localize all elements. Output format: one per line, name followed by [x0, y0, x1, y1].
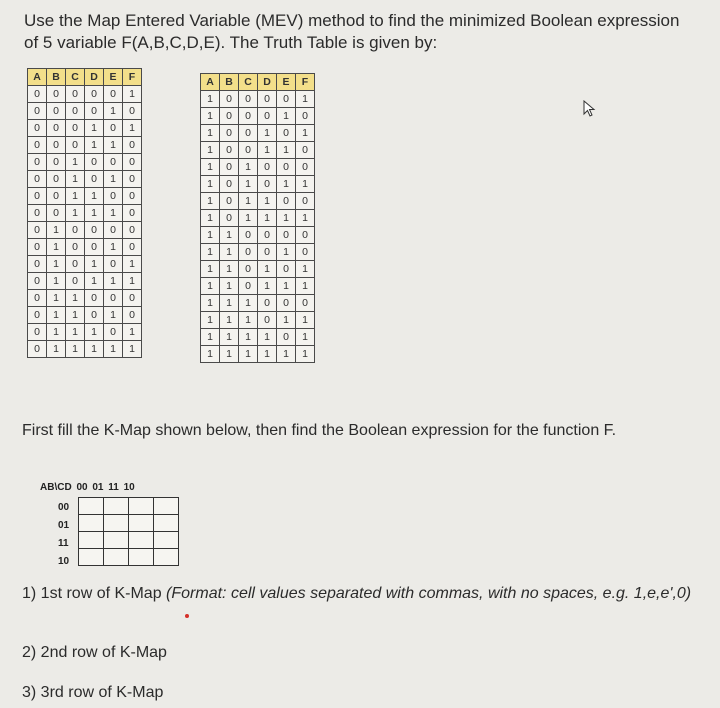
truth-table-cell: 0 — [258, 91, 277, 108]
truth-table-cell: 0 — [296, 295, 315, 312]
truth-table-cell: 0 — [66, 103, 85, 120]
truth-table-cell: 1 — [201, 244, 220, 261]
truth-table-cell: 1 — [239, 346, 258, 363]
truth-table-row — [201, 159, 315, 176]
truth-table-cell: 1 — [220, 329, 239, 346]
truth-table-cell: 0 — [85, 307, 104, 324]
truth-table-cell: 0 — [85, 222, 104, 239]
truth-table-cell: 0 — [104, 290, 123, 307]
truth-table-row — [201, 125, 315, 142]
truth-table-cell: 0 — [28, 239, 47, 256]
truth-table-cell: 1 — [104, 103, 123, 120]
truth-table-cell: 1 — [66, 188, 85, 205]
truth-table-cell: 0 — [47, 103, 66, 120]
truth-table-cell: 1 — [104, 137, 123, 154]
truth-table-header-cell: D — [258, 74, 277, 91]
truth-table-cell: 0 — [28, 324, 47, 341]
truth-table-cell: 0 — [66, 222, 85, 239]
truth-table-cell: 1 — [220, 346, 239, 363]
truth-table-cell: 0 — [104, 86, 123, 103]
truth-table-cell: 0 — [277, 329, 296, 346]
kmap-row — [79, 515, 179, 532]
truth-table-cell: 1 — [201, 227, 220, 244]
truth-table-cell: 0 — [258, 227, 277, 244]
truth-table-cell: 1 — [220, 244, 239, 261]
truth-table-cell: 1 — [47, 256, 66, 273]
truth-table-cell: 1 — [220, 312, 239, 329]
truth-table-cell: 1 — [201, 159, 220, 176]
truth-table-row — [201, 227, 315, 244]
truth-table-row — [28, 86, 142, 103]
question-3: 3) 3rd row of K-Map — [22, 684, 164, 701]
truth-table-cell: 1 — [47, 222, 66, 239]
truth-table-cell: 0 — [47, 120, 66, 137]
truth-table-cell: 1 — [85, 341, 104, 358]
truth-table-header-cell: E — [104, 69, 123, 86]
truth-table-cell: 1 — [258, 125, 277, 142]
truth-table-row — [201, 329, 315, 346]
truth-table-cell: 0 — [47, 137, 66, 154]
kmap-col-label: 01 — [92, 482, 104, 493]
truth-table-cell: 0 — [28, 188, 47, 205]
kmap-row-label: 01 — [58, 520, 70, 531]
truth-table-cell: 0 — [85, 171, 104, 188]
truth-table-cell: 0 — [220, 125, 239, 142]
truth-table-row — [28, 341, 142, 358]
truth-table-cell: 1 — [296, 329, 315, 346]
truth-table-cell: 0 — [104, 256, 123, 273]
kmap-cell — [104, 549, 129, 566]
truth-table-row — [201, 244, 315, 261]
truth-table-row — [28, 205, 142, 222]
truth-table-cell: 0 — [28, 205, 47, 222]
truth-table-row — [28, 273, 142, 290]
kmap-cell — [154, 515, 179, 532]
truth-table-cell: 1 — [201, 125, 220, 142]
truth-table-cell: 1 — [47, 307, 66, 324]
question-1 — [22, 584, 702, 604]
truth-table-row — [28, 120, 142, 137]
instruction-text: First fill the K-Map shown below, then find the Boolean expression for the function F. — [22, 422, 617, 439]
truth-table-cell: 0 — [28, 154, 47, 171]
truth-table-cell: 0 — [239, 227, 258, 244]
truth-table-cell: 0 — [239, 125, 258, 142]
truth-table-cell: 1 — [201, 312, 220, 329]
truth-table-cell: 0 — [277, 91, 296, 108]
truth-table-cell: 0 — [28, 137, 47, 154]
truth-table-header-cell: F — [123, 69, 142, 86]
truth-table-cell: 1 — [258, 329, 277, 346]
truth-table-cell: 1 — [296, 210, 315, 227]
truth-table-cell: 0 — [220, 210, 239, 227]
truth-table-cell: 0 — [220, 176, 239, 193]
truth-table-cell: 0 — [123, 239, 142, 256]
truth-table-cell: 1 — [220, 278, 239, 295]
kmap-cell — [79, 532, 104, 549]
truth-table-cell: 0 — [258, 244, 277, 261]
truth-table-header-row — [28, 69, 142, 86]
truth-table-cell: 0 — [239, 261, 258, 278]
truth-table-cell: 1 — [220, 261, 239, 278]
truth-table-cell: 0 — [277, 227, 296, 244]
truth-table-cell: 1 — [277, 176, 296, 193]
kmap-row — [79, 532, 179, 549]
truth-table-cell: 1 — [201, 193, 220, 210]
kmap-cell — [104, 532, 129, 549]
truth-table-cell: 0 — [28, 273, 47, 290]
truth-table-cell: 0 — [28, 86, 47, 103]
truth-table-cell: 0 — [66, 273, 85, 290]
truth-table-cell: 0 — [123, 222, 142, 239]
truth-table-row — [28, 188, 142, 205]
kmap-row — [79, 549, 179, 566]
truth-table-header-cell: A — [201, 74, 220, 91]
truth-table-cell: 0 — [104, 222, 123, 239]
truth-table-cell: 0 — [47, 188, 66, 205]
truth-table-cell: 1 — [85, 137, 104, 154]
truth-table-cell: 0 — [220, 159, 239, 176]
kmap-header — [40, 482, 135, 493]
truth-table-cell: 0 — [277, 261, 296, 278]
truth-table-cell: 1 — [201, 142, 220, 159]
truth-table-cell: 1 — [66, 341, 85, 358]
truth-table-cell: 0 — [85, 154, 104, 171]
truth-table-cell: 0 — [66, 137, 85, 154]
truth-table-row — [201, 346, 315, 363]
kmap-row-label: 11 — [58, 538, 69, 549]
truth-table-cell: 1 — [66, 205, 85, 222]
truth-table-row — [201, 278, 315, 295]
truth-table-cell: 0 — [47, 171, 66, 188]
truth-table-cell: 1 — [277, 346, 296, 363]
truth-table-cell: 1 — [277, 108, 296, 125]
truth-table-row — [28, 239, 142, 256]
truth-table-cell: 1 — [47, 239, 66, 256]
kmap-row-label: 00 — [58, 502, 70, 513]
truth-table-row — [201, 176, 315, 193]
truth-table-cell: 1 — [201, 329, 220, 346]
question-1-label: 1) 1st row of K-Map — [22, 585, 167, 602]
truth-table-cell: 0 — [104, 324, 123, 341]
question-1-format-hint: (Format: cell values separated with commas, with no spaces, e.g. 1,e,e',0) — [166, 585, 692, 602]
truth-table-cell: 0 — [85, 290, 104, 307]
truth-table-cell: 1 — [104, 239, 123, 256]
kmap-corner-label: AB\CD — [40, 482, 72, 493]
truth-table-row — [28, 256, 142, 273]
truth-table-cell: 0 — [28, 120, 47, 137]
truth-table-row — [28, 154, 142, 171]
kmap-cell — [104, 515, 129, 532]
truth-table-cell: 0 — [104, 188, 123, 205]
truth-table-cell: 0 — [123, 137, 142, 154]
truth-table-row — [28, 307, 142, 324]
truth-table-cell: 1 — [123, 120, 142, 137]
truth-table-cell: 1 — [47, 341, 66, 358]
truth-table-cell: 0 — [277, 125, 296, 142]
kmap-row-labels — [58, 499, 69, 571]
truth-table-cell: 1 — [258, 278, 277, 295]
kmap-col-label: 10 — [123, 482, 135, 493]
truth-table-cell: 0 — [277, 193, 296, 210]
truth-table-cell: 1 — [104, 307, 123, 324]
truth-table-cell: 1 — [277, 278, 296, 295]
truth-table-cell: 1 — [258, 261, 277, 278]
truth-table-cell: 1 — [239, 193, 258, 210]
truth-table-cell: 0 — [66, 86, 85, 103]
truth-table-cell: 1 — [239, 210, 258, 227]
truth-table-row — [201, 91, 315, 108]
truth-table-cell: 1 — [277, 210, 296, 227]
truth-table-cell: 1 — [123, 324, 142, 341]
truth-table-cell: 0 — [277, 159, 296, 176]
truth-table-cell: 0 — [47, 205, 66, 222]
question-2: 2) 2nd row of K-Map — [22, 644, 167, 661]
truth-table-cell: 1 — [66, 307, 85, 324]
kmap-cell — [129, 515, 154, 532]
truth-table-cell: 0 — [239, 244, 258, 261]
kmap-grid — [78, 497, 179, 566]
truth-table-cell: 1 — [85, 324, 104, 341]
truth-table-cell: 1 — [277, 142, 296, 159]
truth-table-row — [28, 171, 142, 188]
truth-table-cell: 1 — [47, 290, 66, 307]
truth-table-cell: 1 — [239, 329, 258, 346]
truth-table-row — [28, 324, 142, 341]
truth-table-row — [201, 295, 315, 312]
truth-table-cell: 1 — [104, 171, 123, 188]
truth-table-cell: 1 — [296, 176, 315, 193]
truth-table-cell: 0 — [239, 278, 258, 295]
truth-table-cell: 1 — [47, 324, 66, 341]
truth-table-cell: 1 — [258, 193, 277, 210]
truth-table-cell: 1 — [85, 273, 104, 290]
mouse-cursor-icon — [583, 100, 597, 118]
truth-table-cell: 0 — [123, 103, 142, 120]
truth-table-cell: 1 — [201, 278, 220, 295]
truth-table-row — [28, 290, 142, 307]
truth-table-cell: 1 — [296, 261, 315, 278]
truth-table-cell: 1 — [66, 171, 85, 188]
truth-table-left — [27, 68, 142, 358]
truth-table-cell: 1 — [201, 176, 220, 193]
truth-table-cell: 1 — [296, 125, 315, 142]
truth-table-cell: 1 — [220, 227, 239, 244]
truth-table-cell: 1 — [277, 244, 296, 261]
truth-table-cell: 0 — [277, 295, 296, 312]
truth-table-cell: 1 — [258, 346, 277, 363]
truth-table-cell: 0 — [258, 312, 277, 329]
truth-table-cell: 0 — [258, 159, 277, 176]
truth-table-cell: 1 — [201, 210, 220, 227]
truth-table-cell: 1 — [66, 324, 85, 341]
truth-table-cell: 1 — [123, 256, 142, 273]
truth-table-cell: 1 — [123, 86, 142, 103]
truth-table-cell: 0 — [258, 176, 277, 193]
truth-table-cell: 0 — [296, 159, 315, 176]
red-dot-mark — [185, 614, 189, 618]
truth-table-cell: 0 — [239, 108, 258, 125]
truth-table-header-cell: C — [239, 74, 258, 91]
truth-table-cell: 0 — [296, 227, 315, 244]
truth-table-header-cell: E — [277, 74, 296, 91]
truth-table-cell: 1 — [277, 312, 296, 329]
truth-table-cell: 0 — [66, 239, 85, 256]
truth-table-cell: 1 — [85, 188, 104, 205]
kmap-cell — [79, 549, 104, 566]
truth-table-cell: 0 — [123, 205, 142, 222]
truth-table-cell: 1 — [201, 108, 220, 125]
truth-table-cell: 0 — [296, 108, 315, 125]
truth-table-row — [201, 312, 315, 329]
truth-table-row — [201, 261, 315, 278]
truth-table-cell: 0 — [123, 307, 142, 324]
truth-table-cell: 0 — [239, 142, 258, 159]
truth-table-cell: 1 — [66, 290, 85, 307]
truth-table-cell: 0 — [47, 154, 66, 171]
truth-table-row — [28, 222, 142, 239]
truth-table-cell: 0 — [85, 103, 104, 120]
kmap-col-label: 11 — [108, 482, 119, 493]
truth-table-cell: 1 — [258, 142, 277, 159]
truth-table-cell: 0 — [66, 120, 85, 137]
truth-table-cell: 0 — [123, 171, 142, 188]
truth-table-cell: 1 — [85, 256, 104, 273]
truth-table-cell: 1 — [296, 278, 315, 295]
truth-table-cell: 0 — [28, 290, 47, 307]
truth-table-header-cell: F — [296, 74, 315, 91]
truth-table-cell: 0 — [123, 290, 142, 307]
truth-table-cell: 1 — [201, 295, 220, 312]
truth-table-row — [28, 137, 142, 154]
truth-table-cell: 1 — [201, 346, 220, 363]
truth-table-cell: 0 — [296, 244, 315, 261]
kmap-cell — [79, 498, 104, 515]
truth-table-cell: 0 — [28, 171, 47, 188]
truth-table-right — [200, 73, 315, 363]
truth-table-cell: 1 — [239, 159, 258, 176]
truth-table-cell: 0 — [220, 193, 239, 210]
truth-table-cell: 1 — [201, 91, 220, 108]
truth-table-row — [28, 103, 142, 120]
truth-table-cell: 0 — [28, 341, 47, 358]
truth-table-cell: 0 — [28, 307, 47, 324]
truth-table-cell: 0 — [123, 188, 142, 205]
truth-table-cell: 1 — [296, 91, 315, 108]
truth-table-cell: 0 — [296, 193, 315, 210]
truth-table-cell: 0 — [104, 154, 123, 171]
kmap-row-label: 10 — [58, 556, 70, 567]
truth-table-cell: 0 — [28, 222, 47, 239]
truth-table-header-cell: D — [85, 69, 104, 86]
truth-table-cell: 1 — [239, 176, 258, 193]
truth-table-header-cell: A — [28, 69, 47, 86]
kmap-cell — [129, 549, 154, 566]
truth-table-cell: 0 — [85, 86, 104, 103]
kmap-row — [79, 498, 179, 515]
kmap-col-label: 00 — [76, 482, 88, 493]
truth-table-cell: 1 — [104, 341, 123, 358]
truth-table-cell: 1 — [123, 273, 142, 290]
truth-table-cell: 0 — [123, 154, 142, 171]
truth-table-cell: 0 — [220, 91, 239, 108]
truth-table-cell: 0 — [28, 256, 47, 273]
truth-table-row — [201, 142, 315, 159]
truth-table-cell: 1 — [239, 295, 258, 312]
truth-table-cell: 1 — [239, 312, 258, 329]
truth-table-cell: 0 — [47, 86, 66, 103]
truth-table-header-cell: C — [66, 69, 85, 86]
truth-table-cell: 1 — [104, 273, 123, 290]
question-title: Use the Map Entered Variable (MEV) method to find the minimized Boolean expression of 5 variable F(A,B,C,D,E). The Truth Table is given by: — [24, 11, 680, 52]
kmap-cell — [154, 549, 179, 566]
truth-table-cell: 1 — [296, 346, 315, 363]
truth-table-cell: 1 — [47, 273, 66, 290]
truth-table-cell: 1 — [296, 312, 315, 329]
kmap-cell — [104, 498, 129, 515]
truth-table-cell: 1 — [66, 154, 85, 171]
kmap-cell — [154, 532, 179, 549]
truth-table-cell: 0 — [66, 256, 85, 273]
truth-table-cell: 0 — [220, 108, 239, 125]
truth-table-row — [201, 108, 315, 125]
truth-table-cell: 0 — [258, 108, 277, 125]
truth-table-cell: 1 — [258, 210, 277, 227]
truth-table-cell: 1 — [123, 341, 142, 358]
kmap-cell — [154, 498, 179, 515]
truth-table-cell: 1 — [220, 295, 239, 312]
kmap-cell — [129, 532, 154, 549]
truth-table-cell: 1 — [85, 205, 104, 222]
kmap-cell — [129, 498, 154, 515]
truth-table-cell: 1 — [104, 205, 123, 222]
kmap-cell — [79, 515, 104, 532]
truth-table-cell: 0 — [85, 239, 104, 256]
truth-table-header-row — [201, 74, 315, 91]
truth-table-cell: 0 — [104, 120, 123, 137]
truth-table-header-cell: B — [220, 74, 239, 91]
truth-table-cell: 0 — [296, 142, 315, 159]
truth-table-cell: 0 — [239, 91, 258, 108]
truth-table-header-cell: B — [47, 69, 66, 86]
truth-table-row — [201, 193, 315, 210]
truth-table-row — [201, 210, 315, 227]
truth-table-cell: 0 — [220, 142, 239, 159]
truth-table-cell: 1 — [201, 261, 220, 278]
truth-table-cell: 0 — [28, 103, 47, 120]
truth-table-cell: 1 — [85, 120, 104, 137]
truth-table-cell: 0 — [258, 295, 277, 312]
